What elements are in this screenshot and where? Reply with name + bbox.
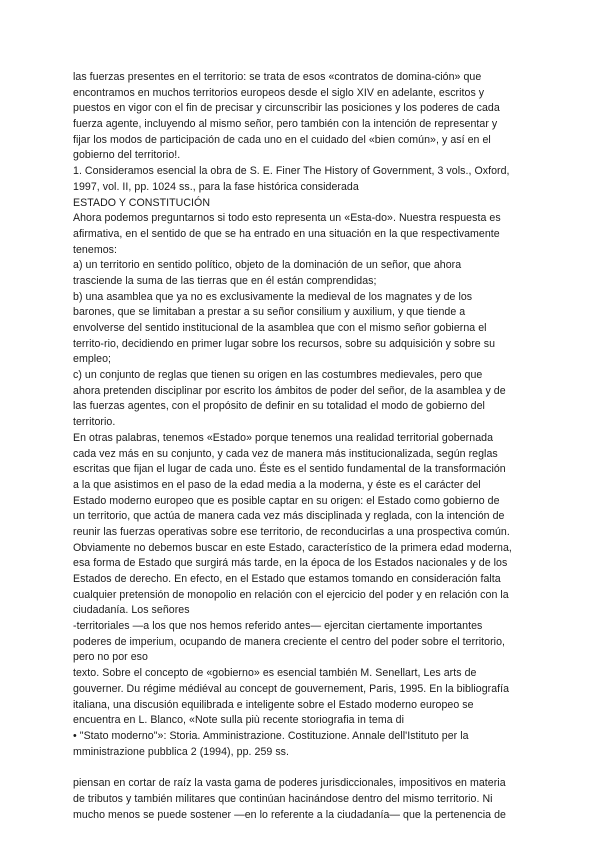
text-line: gobierno del territorio!. [73,149,181,162]
text-line: tenemos: [73,243,117,256]
text-line: encontramos en muchos territorios europeos desde el siglo XIV en adelante, escritos y [73,86,485,99]
text-line: • "Stato moderno"»: Storia. Amministrazione. Costituzione. Annale dell'Istituto per la [73,729,469,742]
text-line: Estado moderno europeo que es posible captar en su origen: el Estado como gobierno de [73,494,500,507]
text-line: a la que asistimos en el paso de la edad media a la moderna, y éste es el carácter del [73,478,481,491]
paragraph-gap [73,760,528,776]
text-line: territo-rio, decidiendo en primer lugar sobre los recursos, sobre su adquisición y sobre su [73,337,496,350]
text-line: italiana, una discusión equilibrada e inteligente sobre el Estado moderno europeo se [73,698,474,711]
text-line: un territorio, que actúa de manera cada vez más disciplinada y reglada, con la intención de [73,510,505,523]
text-line: Ahora podemos preguntarnos si todo esto representa un «Esta-do». Nuestra respuesta es [73,212,501,225]
text-line: a) un territorio en sentido político, objeto de la dominación de un señor, que ahora [73,259,462,272]
text-line: cada vez más en su conjunto, y cada vez de manera más institucionalizada, según reglas [73,447,498,460]
text-line: Obviamente no debemos buscar en este Estado, característico de la primera edad moderna, [73,541,512,554]
text-line: c) un conjunto de reglas que tienen su origen en las costumbres medievales, pero que [73,369,483,382]
text-block-main [73,70,528,760]
text-line: En otras palabras, tenemos «Estado» porque tenemos una realidad territorial gobernada [73,431,494,444]
text-line: gouverner. Du régime médiéval au concept de gouvernement, Paris, 1995. En la bibliografía [73,682,510,695]
text-line: territorio. [73,416,116,429]
text-line: ciudadanía. Los señores [73,604,190,617]
text-line: escritas que fijan el lugar de cada uno. Éste es el sentido fundamental de la transformación [73,463,506,476]
text-line: envolverse del sentido institucional de la asamblea que con el mismo señor gobierna el [73,322,487,334]
text-line: barones, que se limitaban a prestar a su señor consilium y auxilium, y que tiende a [73,306,466,319]
text-line: reunir las fuerzas operativas sobre ese territorio, de reconducirlas a una prospectiva común. [73,525,510,538]
text-line: -territoriales —a los que nos hemos referido antes— ejercitan ciertamente importantes [73,620,483,633]
text-line: ESTADO Y CONSTITUCIÓN [73,196,211,209]
text-line: mministrazione pubblica 2 (1994), pp. 259 ss. [73,745,290,758]
text-line: puestos en vigor con el fin de precisar y circunscribir las posiciones y los poderes de cada [73,102,500,115]
text-line: empleo; [73,353,112,366]
text-line: de tributos y también militares que continúan hacinándose dentro del mismo territorio. Ni [73,792,493,805]
text-line: mucho menos se puede sostener —en lo referente a la ciudadanía— que la pertenencia de [73,808,506,821]
text-line: cualquier pretensión de monopolio en relación con el ejercicio del poder y en relación con la [73,588,509,601]
text-block-continued [73,776,528,823]
text-line: Estados de derecho. En efecto, en el Estado que estamos tomando en consideración falta [73,573,501,585]
text-line: esa forma de Estado que surgirá más tarde, en la época de los Estados nacionales y de los [73,557,508,570]
text-line: las fuerzas presentes en el territorio: se trata de esos «contratos de domina-ción» que [73,71,482,83]
text-line: fijar los modos de participación de cada uno en el cuidado del «bien común», y así en el [73,133,491,146]
text-line: b) una asamblea que ya no es exclusivamente la medieval de los magnates y de los [73,290,473,303]
text-line: afirmativa, en el sentido de que se ha entrado en una situación en la que respectivamente [73,227,500,240]
text-line: fuerza agente, incluyendo al mismo señor, pero también con la intención de representar y [73,118,498,131]
text-line: pero no por eso [73,651,148,664]
document-page [73,70,528,823]
text-line: trasciende la suma de las tierras que en él están comprendidas; [73,274,377,287]
text-line: piensan en cortar de raíz la vasta gama de poderes jurisdiccionales, impositivos en materia [73,777,506,790]
text-line: las fuerzas agentes, con el propósito de definir en su totalidad el modo de gobierno del [73,400,485,413]
text-line: 1. Consideramos esencial la obra de S. E. Finer The History of Government, 3 vols., Oxford, [73,165,510,178]
text-line: 1997, vol. II, pp. 1024 ss., para la fase histórica considerada [73,180,359,193]
text-line: ahora pretenden disciplinar por escrito los ámbitos de poder del señor, de la asamblea y de [73,384,506,397]
text-line: texto. Sobre el concepto de «gobierno» es esencial también M. Senellart, Les arts de [73,667,477,680]
text-line: poderes de imperium, ocupando de manera creciente el centro del poder sobre el territorio, [73,635,506,648]
text-line: encuentra en L. Blanco, «Note sulla più recente storiografia in tema di [73,714,404,727]
